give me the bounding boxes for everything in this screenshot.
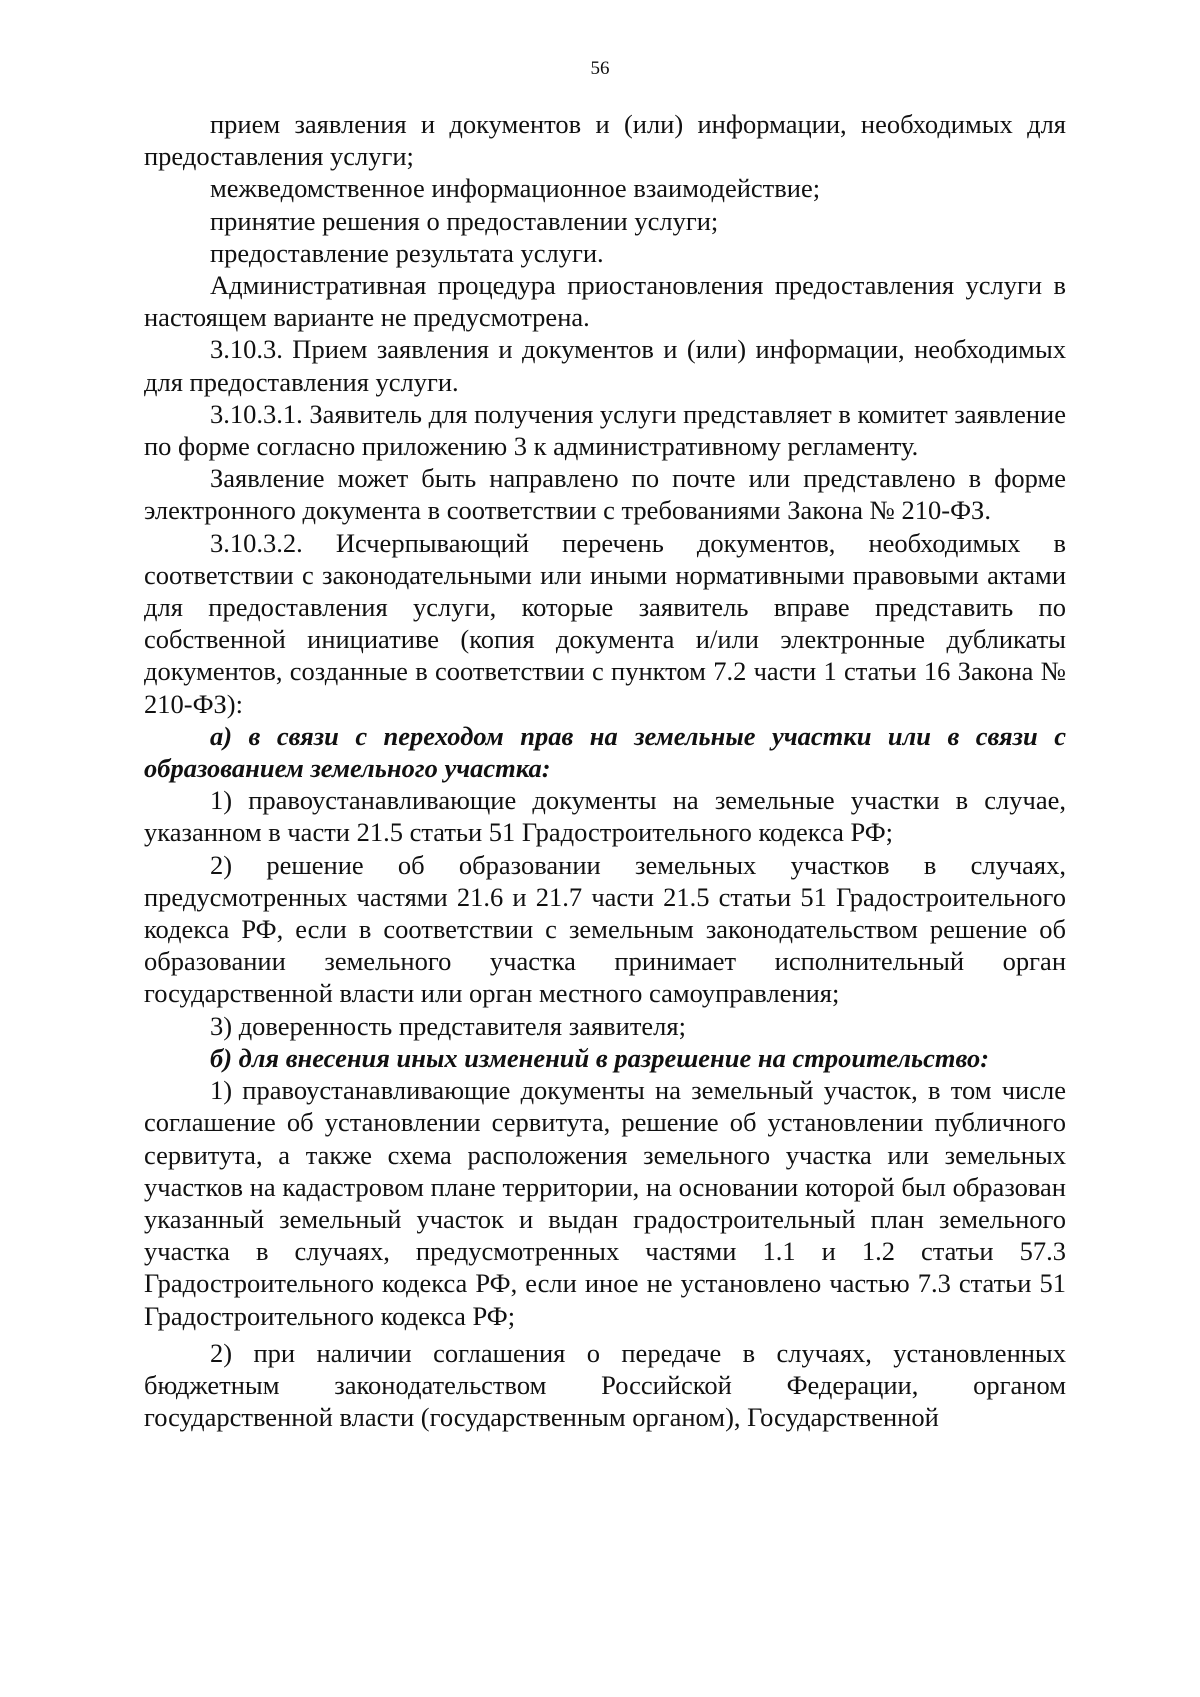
paragraph: прием заявления и документов и (или) информации, необходимых для предоставления услуги; [144, 109, 1066, 172]
paragraph: предоставление результата услуги. [210, 237, 604, 268]
paragraph: 3.10.3.1. Заявитель для получения услуги представляет в комитет заявление по форме согласно приложению 3 к административному регламенту. [144, 398, 1066, 462]
page-number: 56 [590, 58, 610, 79]
paragraph: 3) доверенность представителя заявителя; [210, 1010, 686, 1041]
subsection-heading: а) в связи с переходом прав на земельные участки или в связи с образованием земельного участка: [144, 720, 1066, 784]
paragraph: 2) решение об образовании земельных участков в случаях, предусмотренных частями 21.6 и 21.7 части 21.5 статьи 51 Градостроительного кодекса РФ, если в соответствии с земельным законодательством решение об образовании земельного участка принимает исполнительный орган государственной власти или орган местного самоуправления; [144, 849, 1066, 1009]
paragraph: 3.10.3. Прием заявления и документов и (или) информации, необходимых для предоставления услуги. [144, 334, 1066, 397]
paragraph: 2) при наличии соглашения о передаче в случаях, установленных бюджетным законодательством Российской Федерации, органом государственной власти (государственным органом), Государственной [144, 1337, 1066, 1433]
paragraph: межведомственное информационное взаимодействие; [210, 173, 821, 204]
paragraph: Административная процедура приостановления предоставления услуги в настоящем варианте не предусмотрена. [144, 270, 1066, 333]
paragraph: принятие решения о предоставлении услуги; [210, 205, 719, 236]
document-body [144, 108, 1066, 1433]
paragraph: Заявление может быть направлено по почте или представлено в форме электронного документа в соответствии с требованиями Закона № 210-ФЗ. [144, 463, 1066, 526]
subsection-heading: б) для внесения иных изменений в разрешение на строительство: [210, 1042, 990, 1073]
paragraph: 3.10.3.2. Исчерпывающий перечень документов, необходимых в соответствии с законодательными или иными нормативными правовыми актами для предоставления услуги, которые заявитель вправе представить по собственной инициативе (копия документа и/или электронные дубликаты документов, созданные в соответствии с пунктом 7.2 части 1 статьи 16 Закона № 210-ФЗ): [144, 527, 1066, 719]
paragraph: 1) правоустанавливающие документы на земельные участки в случае, указанном в части 21.5 статьи 51 Градостроительного кодекса РФ; [144, 785, 1066, 848]
paragraph: 1) правоустанавливающие документы на земельный участок, в том числе соглашение об установлении сервитута, решение об установлении публичного сервитута, а также схема расположения земельного участка или земельных участков на кадастровом плане территории, на основании которой был образован указанный земельный участок и выдан градостроительный план земельного участка в случаях, предусмотренных частями 1.1 и 1.2 статьи 57.3 Градостроительного кодекса РФ, если иное не установлено частью 7.3 статьи 51 Градостроительного кодекса РФ; [144, 1075, 1066, 1331]
